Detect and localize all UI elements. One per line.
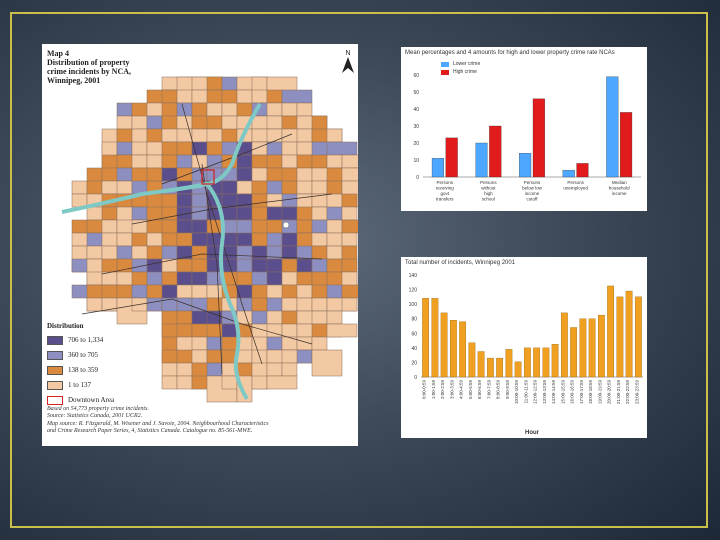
map-region xyxy=(207,129,222,142)
map-region xyxy=(117,103,132,116)
map-region xyxy=(312,246,327,259)
map-region xyxy=(327,324,357,337)
legend-swatch xyxy=(47,396,63,405)
map-region xyxy=(117,285,132,298)
legend-label: Lower crime xyxy=(453,61,481,67)
map-region xyxy=(297,181,312,194)
map-region xyxy=(177,142,192,155)
north-label: N xyxy=(345,50,351,57)
map-region xyxy=(222,103,237,116)
map-region xyxy=(282,155,297,168)
map-region xyxy=(177,311,192,324)
map-region xyxy=(282,90,312,103)
x-category-label: Persons xyxy=(567,180,584,185)
x-category-label: Persons xyxy=(523,180,541,185)
hour-bar xyxy=(589,319,595,377)
map-region xyxy=(252,168,267,181)
hour-bar xyxy=(515,362,521,377)
legend-item xyxy=(47,379,114,391)
map-region xyxy=(297,272,312,285)
map-region xyxy=(87,272,102,285)
column-chart-plot xyxy=(401,257,647,438)
legend-label: 706 to 1,334 xyxy=(68,336,104,344)
hour-bar xyxy=(524,348,530,377)
map-region xyxy=(177,285,192,298)
hour-bar xyxy=(570,327,576,377)
map-region xyxy=(177,194,192,207)
x-category-label: Median xyxy=(611,180,627,185)
x-category-label: school xyxy=(481,196,495,202)
map-region xyxy=(162,142,177,155)
y-tick-label: 140 xyxy=(408,273,417,279)
map-region xyxy=(72,181,87,194)
map-region xyxy=(267,116,282,129)
map-region xyxy=(282,103,297,116)
map-region xyxy=(252,311,267,324)
map-region xyxy=(327,142,357,155)
map-region xyxy=(117,168,132,181)
bar-high xyxy=(489,126,501,177)
map-region xyxy=(312,181,327,194)
map-region xyxy=(192,103,207,116)
map-region xyxy=(132,155,147,168)
map-region xyxy=(267,337,282,350)
x-tick-label: 23:00-23:59 xyxy=(634,380,640,405)
hour-bar xyxy=(561,313,567,377)
map-region xyxy=(267,129,282,142)
map-region xyxy=(177,363,192,376)
x-tick-label: 11:00-11:59 xyxy=(523,380,529,404)
map-region xyxy=(312,285,327,298)
y-tick-label: 60 xyxy=(411,331,417,338)
map-region xyxy=(132,116,147,129)
bar-lower xyxy=(476,143,488,177)
x-category-label: Persons xyxy=(436,180,454,185)
y-tick-label: 40 xyxy=(411,345,417,352)
map-region xyxy=(117,233,132,246)
source-line: Based on 54,773 property crime incidents. xyxy=(47,406,149,412)
x-tick-label: 8:00-8:59 xyxy=(495,380,501,400)
map-region xyxy=(252,155,267,168)
x-tick-label: 7:00-7:59 xyxy=(486,380,492,400)
hour-bar xyxy=(422,298,428,377)
map-region xyxy=(327,207,342,220)
map-region xyxy=(282,259,297,272)
map-region xyxy=(102,285,117,298)
map-region xyxy=(147,272,162,285)
x-category-label: unemployed xyxy=(563,185,588,191)
x-category-label: receiving xyxy=(435,185,454,191)
x-tick-label: 22:00-22:59 xyxy=(625,380,631,405)
map-region xyxy=(312,298,327,311)
map-region xyxy=(282,311,297,324)
x-tick-label: 18:00-18:59 xyxy=(588,380,594,405)
map-region xyxy=(327,259,342,272)
map-sources xyxy=(47,406,347,435)
x-category-label: Persons xyxy=(480,180,497,185)
x-category-label: below low xyxy=(522,185,542,191)
map-region xyxy=(237,311,252,324)
map-region xyxy=(237,233,252,246)
map-region xyxy=(192,350,207,363)
map-region xyxy=(162,363,177,376)
map-region xyxy=(327,155,342,168)
bar-high xyxy=(446,138,458,177)
map-region xyxy=(147,116,162,129)
map-region xyxy=(177,259,192,272)
bar-lower xyxy=(606,77,618,177)
map-region xyxy=(207,350,222,363)
y-tick-label: 10 xyxy=(413,158,419,164)
x-tick-label: 21:00-21:59 xyxy=(615,380,621,405)
map-region xyxy=(327,311,342,324)
map-region xyxy=(252,298,267,311)
x-category-label: household xyxy=(608,185,630,191)
legend-label: High crime xyxy=(453,69,477,75)
map-region xyxy=(342,259,357,272)
legend-label: 138 to 359 xyxy=(68,366,98,374)
map-region xyxy=(237,181,252,194)
x-tick-label: 15:00-15:59 xyxy=(560,380,566,405)
map-region xyxy=(342,168,358,181)
x-tick-label: 16:00-16:59 xyxy=(569,380,575,405)
map-region xyxy=(132,142,147,155)
map-region xyxy=(327,129,342,142)
map-region xyxy=(162,350,177,363)
legend-swatch xyxy=(47,381,63,390)
map-region xyxy=(267,103,282,116)
map-region xyxy=(312,337,327,350)
map-region xyxy=(207,272,222,285)
legend-swatch xyxy=(47,351,63,360)
map-region xyxy=(162,259,177,272)
bar-high xyxy=(533,99,545,177)
map-title-line: Distribution of property xyxy=(47,58,130,67)
map-region xyxy=(327,220,342,233)
legend-title: Distribution xyxy=(47,322,84,330)
x-category-label: high xyxy=(484,191,493,196)
hourly-column-chart xyxy=(401,257,647,438)
hour-bar xyxy=(432,298,438,377)
map-region xyxy=(282,298,297,311)
hour-bar xyxy=(617,297,623,377)
x-tick-label: 2:00-2:59 xyxy=(440,380,446,400)
hour-bar xyxy=(469,343,475,377)
hour-bar xyxy=(533,348,539,377)
map-title-line: crime incidents by NCA, xyxy=(47,67,131,76)
map-region xyxy=(72,220,87,233)
map-region xyxy=(327,233,342,246)
map-region xyxy=(312,155,327,168)
map-region xyxy=(342,285,358,298)
hour-bar xyxy=(506,349,512,377)
map-region xyxy=(222,376,237,389)
map-region xyxy=(102,298,117,311)
map-region xyxy=(267,376,297,389)
map-region xyxy=(282,363,297,376)
map-region xyxy=(102,233,117,246)
x-category-label: govt xyxy=(440,191,450,196)
map-region xyxy=(312,116,327,129)
hour-bar xyxy=(450,320,456,377)
bar-lower xyxy=(563,170,575,177)
map-region xyxy=(267,142,282,155)
map-region xyxy=(117,246,132,259)
map-region xyxy=(237,155,252,168)
chart-title: Mean percentages and 4 amounts for high and lower property crime rate NCAs xyxy=(405,50,615,56)
map-region xyxy=(342,220,358,233)
map-region xyxy=(117,142,132,155)
map-legend xyxy=(47,322,114,409)
bar-lower xyxy=(432,158,444,177)
map-region xyxy=(117,181,132,194)
map-region xyxy=(297,285,312,298)
map-region xyxy=(162,233,177,246)
y-tick-label: 40 xyxy=(413,107,419,113)
map-region xyxy=(297,298,312,311)
x-tick-label: 14:00-14:59 xyxy=(551,380,557,405)
map-region xyxy=(147,168,162,181)
x-tick-label: 9:00-9:59 xyxy=(504,380,510,400)
map-region xyxy=(132,285,147,298)
map-region xyxy=(297,220,312,233)
bar-high xyxy=(620,112,632,177)
map-region xyxy=(327,181,342,194)
map-title-line: Winnipeg, 2001 xyxy=(47,76,101,85)
bar-chart-plot xyxy=(401,47,647,211)
x-category-label: without xyxy=(481,185,496,191)
map-region xyxy=(102,207,117,220)
map-region xyxy=(282,116,297,129)
map-region xyxy=(162,376,177,389)
map-region xyxy=(342,207,357,220)
map-region xyxy=(252,90,267,103)
bar-lower xyxy=(519,153,531,177)
map-region xyxy=(162,220,177,233)
map-region xyxy=(297,259,312,272)
map-region xyxy=(207,337,222,350)
map-region xyxy=(267,155,282,168)
grouped-bar-chart xyxy=(401,47,647,211)
y-tick-label: 20 xyxy=(411,360,417,367)
map-region xyxy=(237,168,252,181)
map-region xyxy=(312,350,342,376)
map-region xyxy=(312,272,327,285)
y-tick-label: 100 xyxy=(408,302,417,309)
y-tick-label: 0 xyxy=(414,375,417,381)
y-tick-label: 0 xyxy=(416,175,419,181)
legend-label: 360 to 705 xyxy=(68,351,98,359)
map-region xyxy=(252,376,267,389)
map-region xyxy=(312,207,327,220)
map-region xyxy=(312,259,327,272)
legend-swatch xyxy=(47,336,63,345)
map-title-line: Map 4 xyxy=(47,49,69,58)
y-tick-label: 80 xyxy=(411,316,417,323)
hour-bar xyxy=(487,358,493,377)
x-tick-label: 13:00-13:59 xyxy=(541,380,547,405)
map-region xyxy=(87,181,102,194)
map-region xyxy=(177,116,192,129)
hour-bar xyxy=(459,322,465,377)
map-region xyxy=(207,363,222,376)
map-region xyxy=(87,298,102,311)
x-tick-label: 17:00-17:59 xyxy=(578,380,584,405)
map-region xyxy=(162,90,177,103)
hour-bar xyxy=(441,313,447,377)
hour-bar xyxy=(626,291,632,377)
x-tick-label: 10:00-10:59 xyxy=(514,380,520,405)
hour-bar xyxy=(552,344,558,377)
legend-swatch xyxy=(47,366,63,375)
map-region xyxy=(312,233,327,246)
map-region xyxy=(177,298,192,311)
map-region xyxy=(327,246,342,259)
map-region xyxy=(207,103,222,116)
hour-bar xyxy=(607,286,613,377)
map-region xyxy=(342,233,357,246)
crime-map-figure xyxy=(42,44,358,446)
y-tick-label: 30 xyxy=(413,124,419,130)
map-region xyxy=(177,155,192,168)
map-region xyxy=(162,155,177,168)
map-region xyxy=(192,116,207,129)
map-region xyxy=(342,194,357,207)
legend-item xyxy=(47,349,114,361)
map-region xyxy=(267,363,282,376)
hour-bar xyxy=(580,319,586,377)
y-tick-label: 120 xyxy=(408,287,417,294)
map-region xyxy=(177,324,192,337)
map-region xyxy=(222,337,237,350)
x-tick-label: 20:00-20:59 xyxy=(606,380,612,405)
map-region xyxy=(282,142,297,155)
y-tick-label: 60 xyxy=(413,73,419,79)
map-region xyxy=(192,246,207,259)
chart-title: Total number of incidents, Winnipeg 2001 xyxy=(405,260,516,266)
x-category-label: income xyxy=(524,191,540,196)
x-tick-label: 19:00-19:59 xyxy=(597,380,603,405)
map-region xyxy=(252,142,267,155)
map-region xyxy=(267,233,282,246)
legend-label: 1 to 137 xyxy=(68,381,91,389)
map-region xyxy=(147,298,162,311)
map-region xyxy=(252,246,267,259)
map-region xyxy=(102,272,117,285)
map-region xyxy=(162,116,177,129)
y-tick-label: 50 xyxy=(413,90,419,96)
map-region xyxy=(342,155,358,168)
source-line: Source: Statistics Canada, 2001 UCR2. xyxy=(47,413,143,420)
x-category-label: transfers xyxy=(436,196,454,202)
map-region xyxy=(297,246,312,259)
legend-item xyxy=(47,334,114,346)
x-tick-label: 4:00-4:59 xyxy=(458,380,464,400)
map-region xyxy=(282,324,297,337)
x-tick-label: 0:00-0:59 xyxy=(421,380,427,400)
map-region xyxy=(132,207,147,220)
map-region xyxy=(297,103,312,116)
x-axis-label: Hour xyxy=(525,430,539,436)
bar-high xyxy=(577,163,589,177)
x-tick-label: 3:00-3:59 xyxy=(449,380,455,400)
legend-item xyxy=(47,394,114,406)
map-region xyxy=(192,194,207,207)
map-region xyxy=(207,77,222,90)
map-region xyxy=(297,155,312,168)
map-region xyxy=(147,155,162,168)
x-tick-label: 1:00-1:59 xyxy=(430,380,436,400)
hour-bar xyxy=(598,315,604,377)
x-category-label: income xyxy=(611,191,627,196)
map-region xyxy=(102,259,117,272)
x-tick-label: 6:00-6:59 xyxy=(477,380,483,400)
source-line: Map source: R. Fitzgerald, M. Wisener and J. Savoie, 2004. Neighbourhood Characteristics xyxy=(47,420,269,427)
map-region xyxy=(282,207,297,220)
hour-bar xyxy=(635,297,641,377)
map-region xyxy=(207,90,222,103)
map-region xyxy=(117,116,132,129)
map-region xyxy=(237,207,252,220)
hour-bar xyxy=(543,348,549,377)
x-tick-label: 5:00-5:59 xyxy=(467,380,473,400)
map-region xyxy=(72,194,87,207)
map-region xyxy=(177,90,192,103)
hour-bar xyxy=(496,358,502,377)
x-tick-label: 12:00-12:59 xyxy=(532,380,538,405)
source-line: and Crime Research Paper Series, 4, Statistics Canada. Catalogue no. 85-561-MWE. xyxy=(47,427,253,434)
map-region xyxy=(297,350,312,363)
map-region xyxy=(237,259,252,272)
map-region xyxy=(192,337,207,350)
legend-item xyxy=(47,364,114,376)
legend-label: Downtown Area xyxy=(68,396,115,404)
y-tick-label: 20 xyxy=(413,141,419,147)
map-region xyxy=(342,298,357,311)
x-category-label: cutoff xyxy=(526,196,538,202)
map-region xyxy=(297,129,312,142)
map-region xyxy=(327,285,342,298)
map-region xyxy=(87,246,102,259)
hour-bar xyxy=(478,352,484,378)
map-region xyxy=(282,168,297,181)
map-region xyxy=(177,376,192,389)
map-region xyxy=(267,311,282,324)
map-region xyxy=(267,90,282,103)
map-region xyxy=(282,246,297,259)
